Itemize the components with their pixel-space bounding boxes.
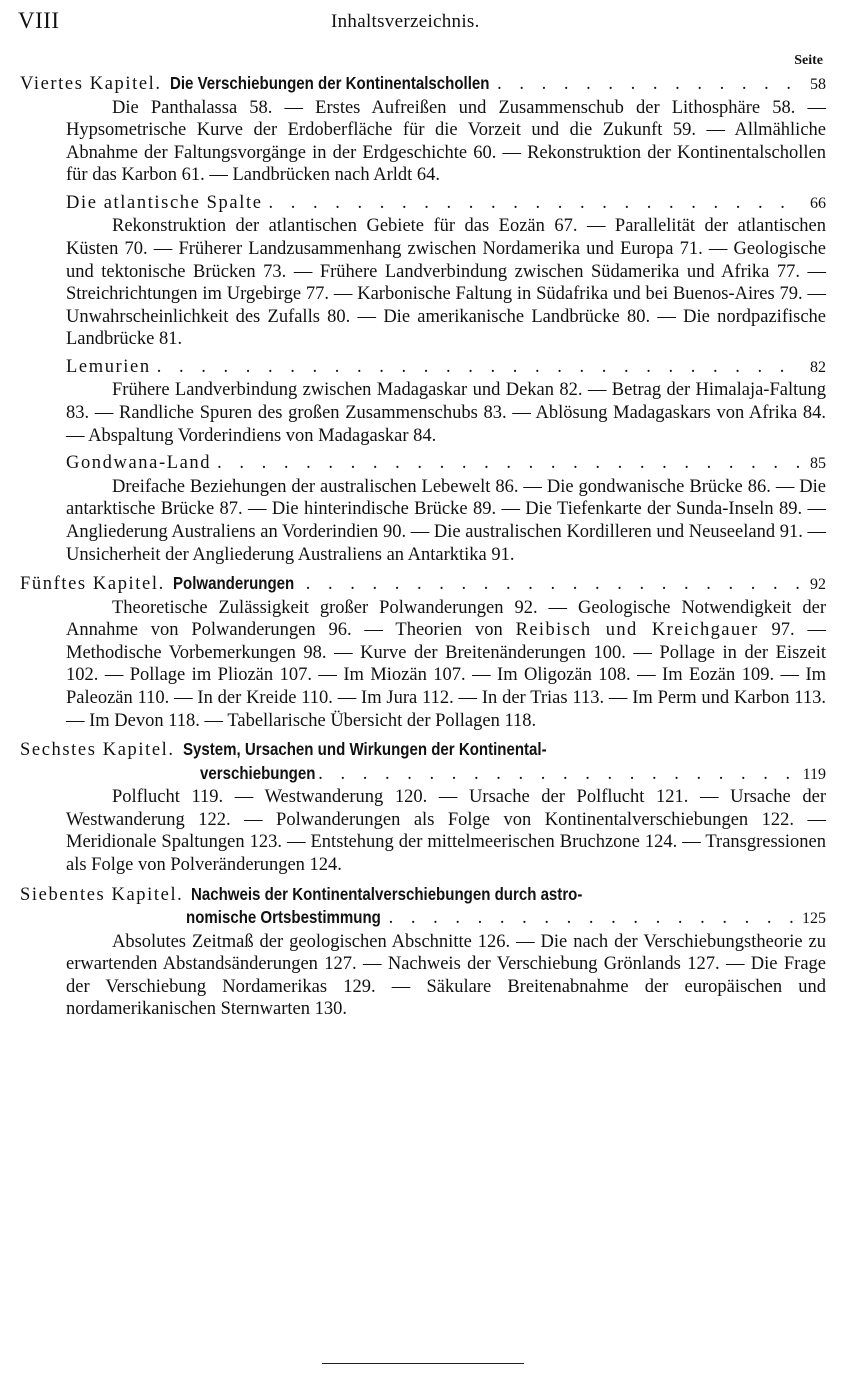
chapter-title-continued: nomische Ortsbestimmung	[186, 907, 381, 928]
page-number: VIII	[18, 8, 60, 33]
toc-entry-atlantische-spalte	[20, 192, 826, 351]
toc-heading-line[interactable]	[20, 883, 826, 907]
dot-leader	[300, 573, 800, 596]
toc-heading-line[interactable]	[20, 452, 826, 476]
toc-heading-line[interactable]	[20, 72, 826, 97]
chapter-label: Sechstes Kapitel.	[20, 740, 175, 761]
section-title: Gondwana-Land	[66, 453, 212, 474]
table-of-contents	[20, 72, 826, 1021]
page-header	[18, 8, 825, 38]
chapter-title: Polwanderungen	[172, 573, 295, 594]
section-summary: Dreifache Beziehungen der australischen Lebewelt 86. — Die gondwanische Brücke 86. — Die antarktische Brücke 87. — Die hinterindische Brücke 89. — Die Tiefenkarte der Sunda-Inseln 89. — Angliederung Australiens an Vorderindien 90. — Die australischen Kordilleren und Neuseeland 91. — Unsicherheit der Angliederung Australiens an Antarktika 91.	[66, 476, 826, 565]
section-title: Lemurien	[66, 356, 151, 377]
page-ref: 92	[810, 576, 826, 594]
chapter-label: Viertes Kapitel.	[20, 74, 162, 94]
chapter-label: Siebentes Kapitel.	[20, 884, 184, 905]
page-ref: 119	[802, 765, 826, 783]
toc-entry-gondwana-land	[20, 452, 826, 566]
running-title: Inhaltsverzeichnis.	[331, 11, 480, 32]
dot-leader	[211, 452, 800, 475]
summary-part: Theoretische Zulässigkeit großer Polwanderungen 92. — Geologische Notwendigkeit der Annahme von Polwanderungen 96. — Theorien von	[66, 597, 826, 641]
toc-entry-chapter-7	[20, 883, 826, 1021]
toc-entry-chapter-6	[20, 738, 826, 876]
toc-entry-chapter-4	[20, 72, 826, 187]
toc-entry-lemurien	[20, 356, 826, 447]
toc-heading-line[interactable]	[20, 356, 826, 380]
page-ref: 58	[810, 76, 826, 93]
section-summary: Die Panthalassa 58. — Erstes Aufreißen und Zusammenschub der Lithosphäre 58. — Hypsometrische Kurve der Erdoberfläche für die Vorzeit und die Zukunft 59. — Allmähliche Abnahme der Faltungsvorgänge in der Erdgeschichte 60. — Rekonstruktion der Kontinentalschollen für das Karbon 61. — Landbrücken nach Arldt 64.	[66, 97, 826, 186]
dot-leader	[383, 907, 800, 930]
page-ref: 125	[802, 910, 826, 928]
page-ref: 85	[810, 455, 826, 473]
section-summary	[20, 597, 826, 733]
chapter-title: Nachweis der Kontinentalverschiebungen durch astro-	[191, 883, 583, 904]
toc-heading-line-continued[interactable]	[20, 906, 826, 931]
toc-heading-line[interactable]	[20, 738, 826, 762]
toc-heading-line-continued[interactable]	[20, 762, 826, 787]
dot-leader	[151, 356, 800, 379]
dot-leader	[312, 763, 800, 786]
closing-rule	[322, 1363, 524, 1364]
toc-heading-line[interactable]	[20, 192, 826, 216]
chapter-label: Fünftes Kapitel.	[20, 574, 165, 595]
dot-leader	[263, 192, 800, 215]
author-names: Reibisch und Kreichgauer	[515, 620, 759, 641]
page-ref: 82	[810, 358, 826, 376]
toc-entry-chapter-5	[20, 572, 826, 732]
page-ref: 66	[810, 194, 826, 212]
section-summary: Rekonstruktion der atlantischen Gebiete für das Eozän 67. — Parallelität der atlantischen Küsten 70. — Früherer Landzusammenhang zwischen Nordamerika und Europa 71. — Geologische und tektonische Brücken 73. — Frühere Landverbindung zwischen Südamerika und Afrika 77. — Streichrichtungen im Urgebirge 77. — Karbonische Faltung in Südafrika und bei Buenos-Aires 79. — Unwahrscheinlichkeit des Zufalls 80. — Die amerikanische Landbrücke 80. — Die nordpazifische Landbrücke 81.	[66, 216, 826, 350]
chapter-title: Die Verschiebungen der Kontinentalschollen	[169, 73, 490, 93]
section-summary: Polflucht 119. — Westwanderung 120. — Ursache der Polflucht 121. — Ursache der Westwanderung 122. — Polwanderungen als Folge von Kontinentalverschiebungen 122. — Meridionale Spaltungen 123. — Entstehung der mittelmeerischen Bruchzone 124. — Transgressionen als Folge von Polveränderungen 124.	[66, 787, 826, 875]
dot-leader	[491, 73, 800, 96]
section-title: Die atlantische Spalte	[66, 192, 263, 213]
summary-part: 97. — Methodische Vorbemerkungen 98. — Kurve der Breitenänderungen 100. — Pollage in der Eiszeit 102. — Pollage im Pliozän 107. — Im Miozän 107. — Im Oligozän 108. — Im Eozän 109. — Im Paleozän 110. — In der Kreide 110. — Im Jura 112. — In der Trias 113. — Im Perm und Karbon 113. — Im Devon 118. — Tabellarische Übersicht der Pollagen 118.	[66, 620, 827, 731]
page-column-label: Seite	[794, 53, 823, 68]
chapter-title-continued: verschiebungen	[200, 762, 316, 783]
chapter-title: System, Ursachen und Wirkungen der Kontinental-	[182, 739, 547, 760]
section-summary: Absolutes Zeitmaß der geologischen Abschnitte 126. — Die nach der Verschiebungstheorie zu erwartenden Abstandsänderungen 127. — Nachweis der Verschiebung Grönlands 127. — Die Frage der Verschiebung Nordamerikas 129. — Säkulare Breitenabnahme der europäischen und nordamerikanischen Sternwarten 130.	[66, 931, 826, 1020]
section-summary: Frühere Landverbindung zwischen Madagaskar und Dekan 82. — Betrag der Himalaja-Faltung 83. — Randliche Spuren des großen Zusammenschubs 83. — Ablösung Madagaskars von Afrika 84. — Abspaltung Vorderindiens von Madagaskar 84.	[66, 380, 826, 446]
toc-heading-line[interactable]	[20, 572, 826, 597]
